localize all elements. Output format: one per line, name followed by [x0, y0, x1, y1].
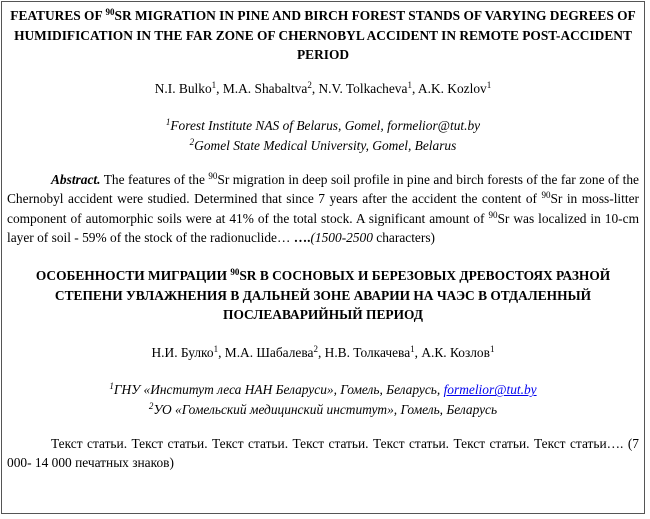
author: M.A. Shabaltva$^2$, — [222, 79, 319, 96]
english-title-isotope-mass: 90 — [105, 7, 115, 17]
author: А.К. Козлов$^1$ — [421, 343, 495, 360]
english-title-start: FEATURES OF — [10, 8, 106, 23]
author: A.K. Kozlov$^1$ — [417, 79, 492, 96]
abstract-length-range: (1500-2500 — [310, 230, 373, 246]
author: М.А. Шабалева$^2$, — [224, 343, 325, 360]
document-page — [1, 1, 645, 514]
english-abstract: Abstract. The features of the $^{90}$Sr migration in deep soil profile in pine and birch forests of the far zone of the Chernobyl accident were studied. Determined that since 7 years after the accident the content of $^{90}$Sr in moss-litter component of automorphic soils were at 41% of the total stock. A significant amount of $^{90}$Sr was localized in 10-cm layer of soil - 59% of the stock of the radionuclide… ….(1500-2500 characters) — [7, 170, 640, 246]
email-link[interactable]: formelior@tut.by — [443, 382, 537, 398]
author: N.I. Bulko$^1$, — [154, 79, 223, 96]
author: N.V. Tolkacheva$^1$, — [318, 79, 418, 96]
russian-title-rest: SR В СОСНОВЫХ И БЕРЕЗОВЫХ ДРЕВОСТОЯХ РАЗНОЙ СТЕПЕНИ УВЛАЖНЕНИЯ В ДАЛЬНЕЙ ЗОНЕ АВАРИИ НА ЧАЭС В ОТДАЛЕННЫЙ ПОСЛЕАВАРИЙНЫЙ ПЕРИОД — [54, 267, 611, 323]
abstract-label: Abstract. — [51, 171, 101, 187]
english-affiliation-1: $^1$Forest Institute NAS of Belarus, Gomel, formelior@tut.by — [165, 117, 481, 134]
author: Н.В. Толкачева$^1$, — [324, 343, 422, 360]
russian-body-text: Текст статьи. Текст статьи. Текст статьи. Текст статьи. Текст статьи. Текст статьи. Текст статьи…. (7 000- 14 000 печатных знаков) — [7, 435, 639, 471]
russian-authors — [7, 343, 639, 363]
russian-title — [7, 266, 639, 325]
russian-title-start: ОСОБЕННОСТИ МИГРАЦИИ — [35, 267, 231, 283]
english-title-rest: SR MIGRATION IN PINE AND BIRCH FOREST STANDS OF VARYING DEGREES OF HUMIDIFICATION IN THE FAR ZONE OF CHERNOBYL ACCIDENT IN REMOTE POST-ACCIDENT PERIOD — [14, 8, 636, 63]
russian-title-isotope-mass: 90 — [230, 266, 240, 277]
russian-affiliation-2: $^2$УО «Гомельский медицинский институт», Гомель, Беларусь — [148, 400, 498, 417]
author: Н.И. Булко$^1$, — [151, 343, 225, 360]
english-affiliation-2: $^2$Gomel State Medical University, Gomel, Belarus — [189, 136, 457, 153]
english-authors — [7, 79, 639, 99]
english-title — [7, 6, 639, 65]
russian-affiliation-1: $^1$ГНУ «Институт леса НАН Беларуси», Гомель, Беларусь, formelior@tut.by — [109, 381, 537, 398]
